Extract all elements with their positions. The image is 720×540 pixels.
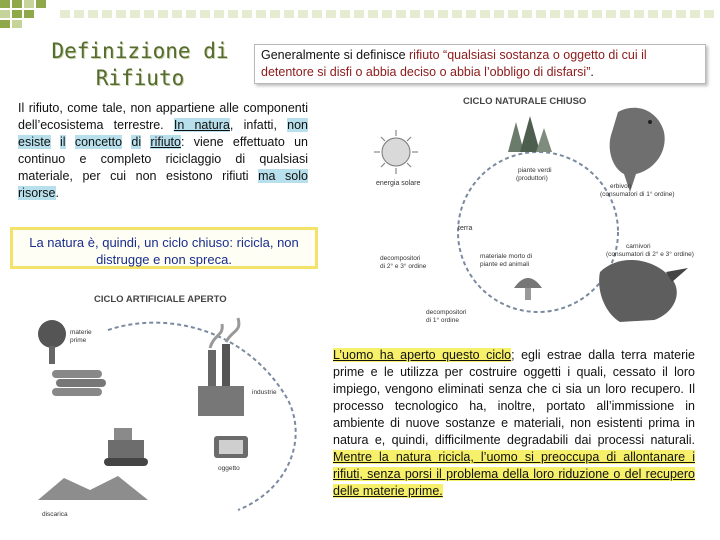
sun-icon [374,130,418,174]
highlight-non: non [287,118,308,132]
solar-energy-label: energia solare [376,180,421,187]
dead-matter-label-2: piante ed animali [480,261,530,268]
nature-cycle-callout: La natura è, quindi, un ciclo chiuso: ricicla, non distrugge e non spreca. [10,227,318,269]
carnivores-label-1: carnivori [626,243,651,250]
logs-icon [52,370,106,396]
natural-cycle-heading: CICLO NATURALE CHIUSO [463,96,587,107]
decomposers1-label-1: decompositori [426,309,467,316]
artificial-cycle-diagram [38,290,334,530]
factory-icon [198,318,244,416]
definition-box [254,44,706,84]
highlight-il: il [59,135,66,149]
highlight-esiste: esiste [18,135,51,149]
decomposers2-label-1: decompositori [380,255,421,262]
raw-materials-label-2: prime [70,337,87,344]
highlight-di: di [131,135,142,149]
tree-icon [38,320,66,364]
text-span: . [55,186,59,200]
waste-pile-icon [38,476,148,500]
natural-cycle-diagram [368,92,708,332]
page-title [40,38,240,92]
mushroom-icon [514,278,542,300]
title-line-2: Rifiuto [95,66,185,90]
decomposers1-label-2: di 1° ordine [426,317,459,324]
text-span [141,135,150,149]
header-decoration [0,0,720,30]
waste-label: discarica [42,511,68,518]
eagle-icon [599,260,688,322]
carnivores-label-2: (consumatori di 2° e 3° ordine) [606,251,694,258]
open-cycle-arrow [108,323,296,510]
dead-matter-label-1: materiale morto di [480,253,533,260]
plants-label-2: (produttori) [516,175,548,182]
plants-label-1: piante verdi [518,167,552,174]
title-line-1: Definizione di [51,39,229,63]
highlight-in-natura: In natura [173,118,230,132]
definition-quote: rifiuto “qualsiasi sostanza o oggetto di cui il detentore si disfi o abbia deciso o abbia l’obbligo di disfarsi” [261,48,647,79]
highlight-rifiuto: rifiuto [150,135,181,149]
object-icon [214,436,248,458]
herbivores-label-1: erbivori [610,183,632,190]
soil-label: terra [458,225,473,232]
bulldozer-icon [104,428,148,466]
definition-prefix: Generalmente si definisce [261,48,409,62]
industry-label: industrie [252,389,277,396]
bird-icon [610,108,665,192]
definition-suffix: . [590,65,594,79]
text-span: ; egli estrae dalla terra materie prime e le utilizza per costruire oggetti i quali, cessato il loro impiego, vengono eliminati senza che ci sia un loro recupero. Il processo tecnologico ha, inoltre, portato all’immissione in ambiente di nuove sostanze e materiali, non esistenti prima in natura e, quindi, difficilmente degradabili dai processi naturali. [333,348,695,447]
text-span: : viene effettuato un continuo e completo riciclaggio di qualsiasi materiale, per cui non esistono rifiuti [18,135,308,183]
highlight-concetto: concetto [74,135,123,149]
object-label: oggetto [218,465,240,472]
decomposers2-label-2: di 2° e 3° ordine [380,263,427,270]
raw-materials-label-1: materie [70,329,92,336]
highlight-mentre-la-natura: Mentre la natura ricicla, l’uomo si preoccupa di allontanare i rifiuti, senza porsi il problema della loro riduzione o del recupero delle materie prime. [333,450,695,498]
artificial-cycle-heading: CICLO ARTIFICIALE APERTO [94,294,227,305]
text-span [51,135,60,149]
herbivores-label-2: (consumatori di 1° ordine) [600,191,675,198]
highlight-ma-solo-risorse: ma solo risorse [18,169,308,200]
text-span: , infatti, [229,118,288,132]
text-span [66,135,75,149]
paragraph-nature [18,100,308,202]
paragraph-human [333,347,695,500]
plants-icon [508,116,552,152]
text-span: Il rifiuto, come tale, non appartiene alle componenti dell’ecosistema terrestre. [18,101,308,132]
highlight-uomo-ha-aperto: L’uomo ha aperto questo ciclo [333,348,512,362]
text-span [122,135,131,149]
